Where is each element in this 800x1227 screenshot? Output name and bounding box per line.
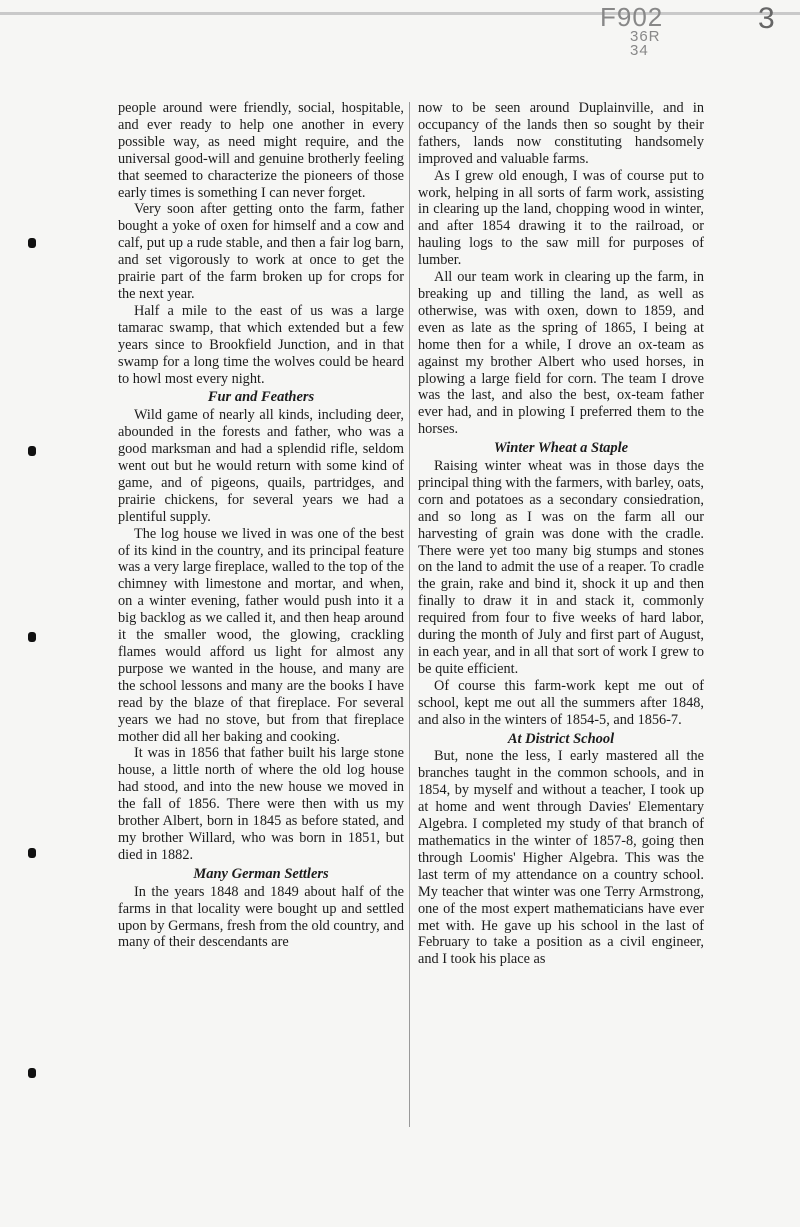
binding-hole-mark bbox=[28, 848, 36, 858]
paragraph: people around were friendly, social, hospitable, and ever ready to help one another in every possible way, as need might require, and the universal good-will and genuine brotherly feeling that seemed to characterize the pioneers of those early times is something I can never forget. bbox=[118, 100, 404, 201]
paragraph: Of course this farm-work kept me out of school, kept me out all the summers after 1848, and also in the winters of 1854-5, and 1856-7. bbox=[418, 677, 704, 728]
paragraph: Wild game of nearly all kinds, including deer, abounded in the forests and father, who was a good marksman and had a splendid rifle, seldom went out but he would return with some kind of game, and of pigeons, quails, partridges, and prairie chickens, for several years we had a plentiful supply. bbox=[118, 407, 404, 525]
paragraph: now to be seen around Duplainville, and in occupancy of the lands then so sought by their fathers, lands now constituting handsomely improved and valuable farms. bbox=[418, 100, 704, 167]
binding-hole-mark bbox=[28, 632, 36, 642]
paragraph: The log house we lived in was one of the best of its kind in the country, and its principal feature was a very large fireplace, walled to the top of the chimney with limestone and mortar, and when, on a winter evening, father would push into it a big backlog as we called it, and then heap around it the smaller wood, the glowing, crackling flames would afford us light for almost any purpose we wanted in the house, and many are the school lessons and many are the books I have read by the blaze of that fireplace. For several years we had no stove, but from that fireplace mother did all her baking and cooking. bbox=[118, 525, 404, 745]
binding-hole-mark bbox=[28, 446, 36, 456]
notation-main: F902 bbox=[600, 2, 664, 32]
section-heading: Winter Wheat a Staple bbox=[493, 440, 629, 457]
section-heading: At District School bbox=[507, 730, 615, 747]
paragraph: Very soon after getting onto the farm, father bought a yoke of oxen for himself and a cow and calf, put up a rude stable, and then a fair log barn, and set vigorously to work at once to get the prairie part of the farm broken up for crops for the next year. bbox=[118, 201, 404, 302]
section-heading: Many German Settlers bbox=[193, 865, 329, 882]
section-heading: Fur and Feathers bbox=[207, 389, 315, 406]
column-divider bbox=[409, 102, 410, 1127]
paragraph: It was in 1856 that father built his large stone house, a little north of where the old log house had stood, and into the new house we moved in the fall of 1856. There were then with us my brother Albert, born in 1845 as before stated, and my brother Willard, who was born in 1851, but died in 1882. bbox=[118, 745, 404, 863]
paragraph: In the years 1848 and 1849 about half of the farms in that locality were bought up and settled upon by Germans, fresh from the old country, and many of their descendants are bbox=[118, 883, 404, 951]
notation-sub1: 36R bbox=[630, 28, 661, 45]
paragraph: As I grew old enough, I was of course put to work, helping in all sorts of farm work, assisting in clearing up the land, chopping wood in winter, and after 1854 drawing it to the railroad, or hauling logs to the saw mill for purposes of lumber. bbox=[418, 167, 704, 269]
archive-notation bbox=[600, 2, 664, 59]
article-column-right bbox=[418, 100, 704, 1130]
paragraph: All our team work in clearing up the farm, in breaking up and tilling the land, as well as otherwise, was with oxen, down to 1859, and even as late as the spring of 1865, I being at home then for a while, I drove an ox-team as against my brother Albert who used horses, in plowing a large field for corn. The team I drove was the last, and also the best, ox-team father ever had, and in plowing I preferred them to the horses. bbox=[418, 269, 704, 438]
binding-hole-mark bbox=[28, 1068, 36, 1078]
paragraph: Raising winter wheat was in those days the principal thing with the farmers, with barley, oats, corn and potatoes as a secondary consiedration, and so long as I was on the farm all our harvesting of grain was done with the cradle. There were yet too many big stumps and stones on the land to admit the use of a reaper. To cradle the grain, rake and bind it, shock it up and then finally to draw it in and stack it, commonly required from four to five weeks of hard labor, during the month of July and first part of August, in each year, and in all that sort of work I grew to be quite efficient. bbox=[418, 458, 704, 677]
paragraph: But, none the less, I early mastered all the branches taught in the common schools, and in 1854, by myself and without a teacher, I took up at home and went through Davies' Elementary Algebra. I completed my study of that branch of mathematics in the winter of 1857-8, going then through Loomis' Higher Algebra. This was the last term of my attendance on a country school. My teacher that winter was one Terry Armstrong, one of the most expert mathematicians have ever met with. He gave up his school in the last of February to take a position as a civil engineer, and I took his place as bbox=[418, 748, 704, 968]
paragraph: Half a mile to the east of us was a large tamarac swamp, that which extended but a few years since to Brookfield Junction, and in that swamp for a long time the wolves could be heard to howl most every night. bbox=[118, 302, 404, 387]
notation-sub2: 34 bbox=[630, 42, 649, 59]
article-column-left bbox=[118, 100, 404, 1130]
binding-hole-mark bbox=[28, 238, 36, 248]
scan-edge-rule bbox=[0, 12, 800, 15]
page-number: 3 bbox=[758, 2, 775, 35]
notation-sub bbox=[630, 30, 661, 58]
